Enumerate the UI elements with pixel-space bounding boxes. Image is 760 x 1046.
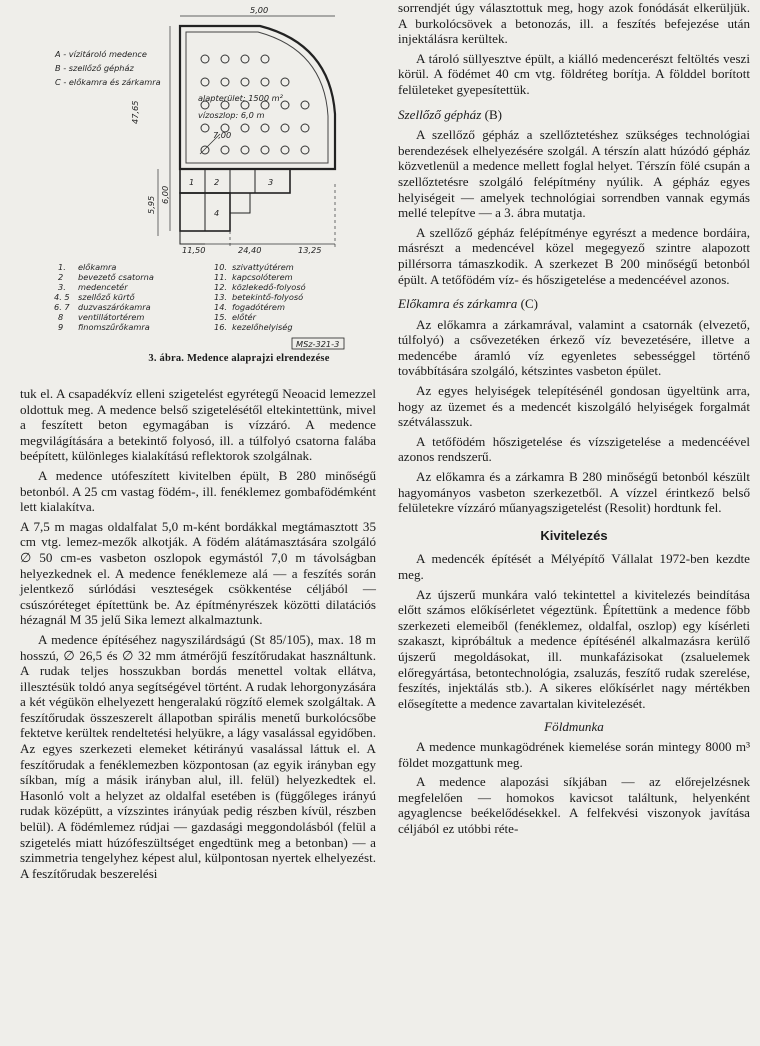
paragraph: tuk el. A csapadékvíz elleni szigetelést egyrétegű Neoacid lemezzel oldottuk meg. A medence belső szigetelésétől eltekintettünk, mivel a feszített beton egymagában is vízzáró. A medence megvilágítására a betekintő folyosó, ill. a túlfolyó csatorna falába beépített, különleges kialakítású reflektorok szolgálnak.: [20, 386, 376, 464]
legend-num: 2: [58, 272, 64, 282]
dim-bottom-b: 24,40: [238, 245, 262, 255]
section-heading-c: [398, 296, 750, 312]
paragraph: A szellőző gépház a szellőztetéshez szükséges technológiai berendezések elhelyezésére szolgál. A térszín alatt húzódó gépház közvetlenül a medence mellett foglal helyet. Térszín fölé csupán a szellőztetésre szolgáló felépítmény nyúlik. A gépház egyes helyiségeit — amelyek technológiai sorrendben vannak egymás mellé telepítve — a 3. ábra mutatja.: [398, 127, 750, 221]
legend-num: 6. 7: [54, 302, 70, 312]
paragraph: Az újszerű munkára való tekintettel a kivitelezés beindítása előtt számos előkísérletet végeztünk. Építettünk a medence főbb szerkezeti elemeiből (fenéklemez, oldalfal, oszlop) egy kísérleti szakaszt, kipróbáltuk a medence építésénél alkalmazásra kerülő újszerű megoldásokat, ill. munkafázisokat (zsaluelemek előregyártása, betontechnológia, zsaluzás, feszítő rudak szerelése, feszítés, injektálás stb.). A sikeres előkísérlet nagy mértékben elősegítette a medence zavartalan kivitelezését.: [398, 586, 750, 711]
legend-num: 3.: [58, 282, 66, 292]
legend-b: B - szellőző gépház: [55, 63, 134, 73]
paragraph: Az egyes helyiségek telepítésénél gondosan ügyeltünk arra, hogy az üzemet és a medencét kiszolgáló helyiségek forgalmát szétválasszuk.: [398, 383, 750, 430]
legend-a: A - vízitároló medence: [55, 49, 147, 59]
legend-num: 4. 5: [54, 292, 70, 302]
room-number: 2: [214, 177, 220, 187]
heading-text: Szellőző gépház: [398, 106, 482, 122]
heading-text: Előkamra és zárkamra: [398, 296, 518, 312]
floor-plan-figure: [30, 4, 360, 382]
legend-item: bevezető csatorna: [78, 272, 154, 282]
right-body-text: [398, 0, 750, 837]
section-heading-b: [398, 107, 750, 123]
section-heading-earthwork: Földmunka: [544, 719, 604, 735]
legend-c: C - előkamra és zárkamra: [55, 77, 161, 87]
left-body-text: [20, 386, 376, 881]
dim-bottom-c: 13,25: [298, 245, 322, 255]
paragraph: A tároló süllyesztve épült, a kiálló medencerészt feltöltés veszi körül. A födémet 40 cm vtg. földréteg borítja. A földdel borított felületeket gyepesítettük.: [398, 50, 750, 97]
paragraph: Az előkamra és a zárkamra B 280 minőségű betonból készült hagyományos vasbeton szerkezetből. A vízzel érintkező belső felületekre vízzáró műanyagszigetelést (Resolit) hordtunk fel.: [398, 469, 750, 516]
legend-item: szellőző kürtő: [78, 292, 135, 302]
paragraph: sorrendjét úgy választottuk meg, hogy azok fonódását elkerüljük. A burkolócsövek a betonozás, ill. a feszítés befejezése után injektálásra kerültek.: [398, 0, 750, 47]
label-span: 7,00: [213, 130, 232, 140]
legend-item: duzvaszárókamra: [78, 302, 151, 312]
paragraph: A tetőfödém hőszigetelése és vízszigetelése a medencéével azonos rendszerű.: [398, 433, 750, 465]
legend-num: 13.: [214, 292, 228, 302]
paragraph: A medence utófeszített kivitelben épült, B 280 minőségű betonból. A 25 cm vastag födém-, ill. fenéklemez gombafödémként lett kialakítva.: [20, 467, 376, 515]
legend-num: 12.: [214, 282, 228, 292]
legend-item: előkamra: [78, 262, 117, 272]
legend-item: fogadótérem: [232, 302, 285, 312]
drawing-stamp: MSz-321-3: [296, 339, 340, 349]
dim-bottom-a: 11,50: [182, 245, 206, 255]
paragraph: A medencék építését a Mélyépítő Vállalat 1972-ben kezdte meg.: [398, 551, 750, 582]
legend-item: közlekedő-folyosó: [232, 282, 306, 292]
legend-num: 11.: [214, 272, 228, 282]
paragraph: A medence építéséhez nagyszilárdságú (St 85/105), max. 18 m hosszú, ∅ 26,5 és ∅ 32 mm átmérőjű feszítőrudakat használtunk. A rudak teljes hosszukban bordás menettel voltak ellátva, illesztésük toldó anya segítségével történt. A rudak lehorgonyzására a két végükön elhelyezett hengeralakú rögzítő elemek szolgáltak. A feszítőrudak összeszerelt állapotban spirális menetű burkolócsőbe fektetve kerültek rendeltetési helyükre, a lágy vasalással egyidőben. Az egyes szerkezeti elemeket kétirányú vasalással láttuk el. A feszítőrudak a fenéklemezben központosan (az egyik irányban egy síkban, míg a másik irányban alul, ill. felül) helyezkedtek el. Hasonló volt a helyzet az oldalfal esetében is (függőleges irányú rudak középütt, a vízszintes irányúak pedig részben kívül, részben belül). A födémlemez rúdjai — gazdasági meggondolásból (felül a szigetelés miatt húzófeszültséget engedtünk meg a betonban) — a szimmetria tengelyhez képest alul, külpontosan nyertek elhelyezést. A feszítőrudak beszerelési: [20, 631, 376, 881]
paragraph: A szellőző gépház felépítménye egyrészt a medence bordáira, másrészt a medencével közel megegyező szintre alapozott pillérsorra támaszkodik. A szerkezet B 200 minőségű betonból épült. A tetőfödém víz- és hőszigetelése a medencéével azonos.: [398, 224, 750, 287]
paragraph: A 7,5 m magas oldalfalat 5,0 m-ként bordákkal megtámasztott 35 cm vtg. lemez-mezők alkotják. A födém alátámasztására szolgáló ∅ 50 cm-es vasbeton oszlopok egymástól 7,0 m távolságban helyezkednek el. A medence fenéklemeze alá — a feszítés során jelentkező súrlódási veszteségek csökkentése céljából — csúszóréteget építettünk be. Az építményrészek közötti dilatációs hézagnál M 35 jelű Sika lemezt alkalmaztunk.: [20, 518, 376, 628]
legend-item: szivattyútérem: [232, 262, 294, 272]
legend-item: betekintő-folyosó: [232, 292, 304, 302]
room-number: 3: [268, 177, 274, 187]
legend-num: 8: [58, 312, 64, 322]
dim-left-bottom: 5,95: [146, 195, 156, 214]
right-column: [398, 0, 750, 841]
legend-item: kapcsolóterem: [232, 272, 293, 282]
legend-num: 15.: [214, 312, 228, 322]
label-area: alapterület: 1500 m²: [198, 93, 283, 103]
room-number: 4: [214, 208, 220, 218]
legend-num: 1.: [58, 262, 66, 272]
legend-num: 16.: [214, 322, 228, 332]
legend-item: ventillátortérem: [78, 312, 145, 322]
legend-item: kezelőhelyiség: [232, 322, 293, 332]
dim-left-low: 6,00: [160, 185, 170, 204]
room-number: 1: [189, 177, 195, 187]
dim-left-side: 47,65: [130, 100, 140, 124]
floor-plan-drawing: [30, 4, 360, 354]
label-depth: vízoszlop: 6,0 m: [198, 110, 265, 120]
legend-item: medencetér: [78, 282, 128, 292]
legend-item: finomszűrőkamra: [78, 322, 150, 332]
paragraph: A medence munkagödrének kiemelése során mintegy 8000 m³ földet mozgattunk meg.: [398, 738, 750, 770]
legend-item: előtér: [232, 312, 256, 322]
dim-top: 5,00: [250, 5, 269, 15]
legend-num: 10.: [214, 262, 228, 272]
heading-tag: (C): [520, 296, 539, 312]
legend-num: 14.: [214, 302, 228, 312]
paragraph: Az előkamra a zárkamrával, valamint a csatornák (elvezető, túlfolyó) a csővezetéken érkező víz bevezetésére, illetve a medencébe áramló víz egyenletes sebességgel történő továbbítására szolgáló, kétszintes vasbeton épület.: [398, 316, 750, 379]
legend-num: 9: [58, 322, 64, 332]
heading-tag: (B): [484, 106, 503, 122]
section-heading-execution: Kivitelezés: [540, 527, 608, 543]
paragraph: A medence alapozási síkjában — az előrejelzésnek megfelelően — homokos kavicsot találtunk, helyenként agyaglencse beékelődésekkel. A felfekvési viszonyok javítása céljából ez utóbbi réte-: [398, 774, 750, 836]
figure-caption: 3. ábra. Medence alaprajzi elrendezése: [148, 353, 330, 364]
